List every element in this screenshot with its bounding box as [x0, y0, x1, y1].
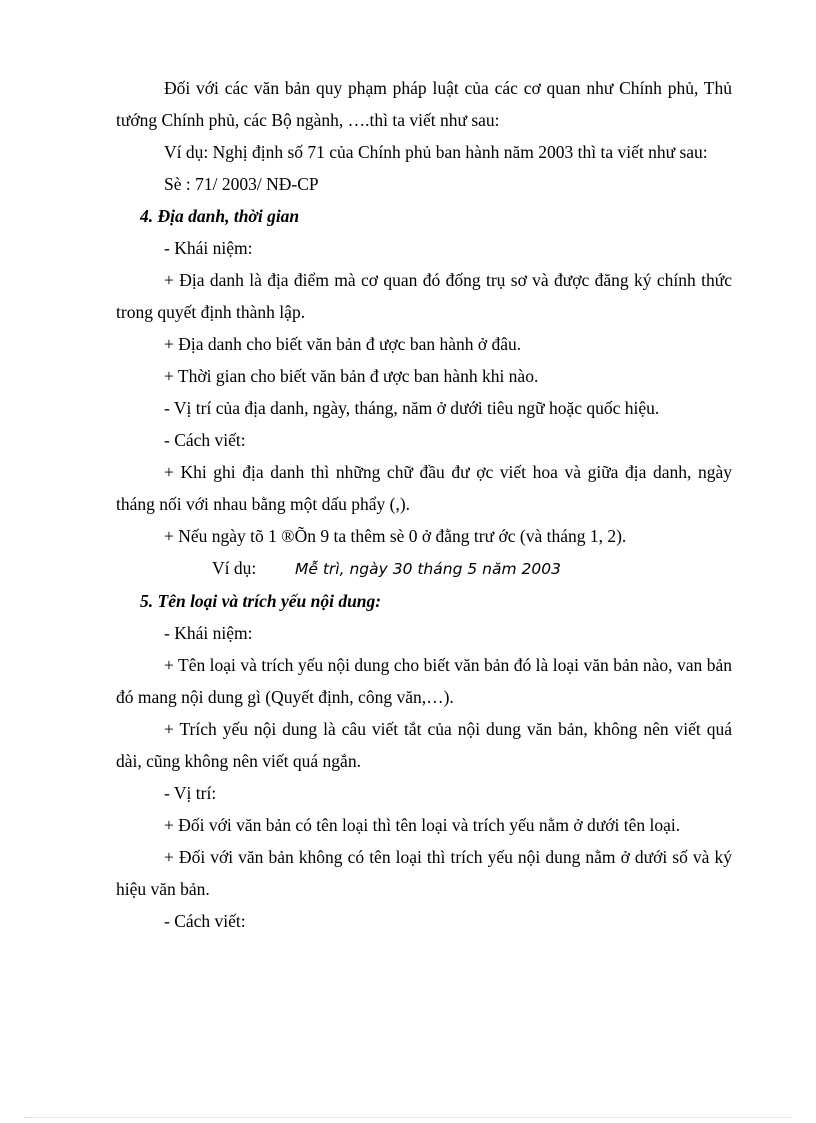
paragraph-type-definition: + Tên loại và trích yếu nội dung cho biết văn bản đó là loại văn bản nào, van bản đó mang nội dung gì (Quyết định, công văn,…).	[116, 655, 732, 707]
paragraph-position-without-type: + Đối với văn bản không có tên loại thì trích yếu nội dung nằm ở dưới số và ký hiệu văn bản.	[116, 847, 732, 899]
example-label: Ví dụ:	[212, 558, 257, 578]
paragraph-concept-label-2: - Khái niệm:	[164, 623, 253, 643]
paragraph-example-decree: Ví dụ: Nghị định số 71 của Chính phủ ban hành năm 2003 thì ta viết như sau:	[164, 142, 708, 162]
paragraph-writing-label-2: - Cách viết:	[164, 911, 246, 931]
paragraph-writing-rule-zero: + Nếu ngày tõ 1 ®Õn 9 ta thêm sè 0 ở đằng trư ớc (và tháng 1, 2).	[164, 526, 627, 546]
paragraph-position-with-type: + Đối với văn bản có tên loại thì tên loại và trích yếu nằm ở dưới tên loại.	[164, 815, 681, 835]
paragraph-decree-number: Sè : 71/ 2003/ NĐ-CP	[164, 174, 319, 194]
paragraph-place-definition: + Địa danh là địa điểm mà cơ quan đó đống trụ sơ và được đăng ký chính thức trong quyết định thành lập.	[116, 270, 732, 322]
document-body	[116, 72, 732, 937]
page-bottom-divider	[24, 1117, 792, 1118]
paragraph-position-label: - Vị trí:	[164, 783, 217, 803]
paragraph-writing-label: - Cách viết:	[164, 430, 246, 450]
section-heading-type-summary: 5. Tên loại và trích yếu nội dung:	[140, 591, 382, 611]
paragraph-time-meaning: + Thời gian cho biết văn bản đ ược ban hành khi nào.	[164, 366, 539, 386]
paragraph-place-meaning: + Địa danh cho biết văn bản đ ược ban hành ở đâu.	[164, 334, 522, 354]
paragraph-writing-rule-capitals: + Khi ghi địa danh thì những chữ đầu đư ợc viết hoa và giữa địa danh, ngày tháng nối với nhau bằng một dấu phẩy (,).	[116, 462, 732, 514]
paragraph-intro: Đối với các văn bản quy phạm pháp luật của các cơ quan như Chính phủ, Thủ tướng Chính phủ, các Bộ ngành, ….thì ta viết như sau:	[116, 78, 732, 130]
example-date-line: Mễ trì, ngày 30 tháng 5 năm 2003	[295, 560, 561, 578]
paragraph-place-position: - Vị trí của địa danh, ngày, tháng, năm ở dưới tiêu ngữ hoặc quốc hiệu.	[164, 398, 660, 418]
paragraph-date-example	[116, 552, 732, 585]
section-heading-place-time: 4. Địa danh, thời gian	[140, 206, 300, 226]
paragraph-concept-label: - Khái niệm:	[164, 238, 253, 258]
paragraph-summary-definition: + Trích yếu nội dung là câu viết tắt của nội dung văn bản, không nên viết quá dài, cũng không nên viết quá ngắn.	[116, 719, 732, 771]
